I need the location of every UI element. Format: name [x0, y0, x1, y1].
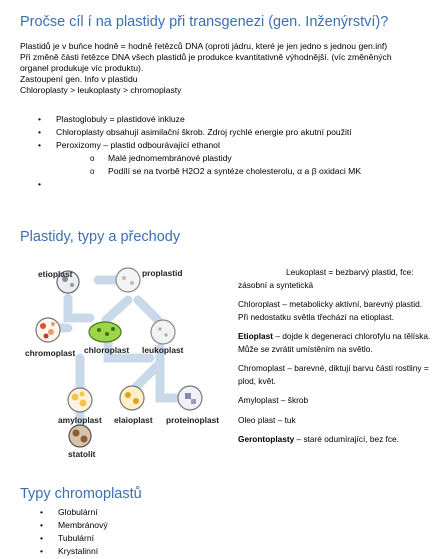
label-statolit: statolit: [68, 449, 96, 459]
label-amyloplast: amyloplast: [58, 415, 102, 425]
plastid-diagram-graphic: [20, 258, 230, 473]
amyloplast-organelle: [68, 388, 92, 412]
list-item: • Krystalinní: [40, 546, 99, 556]
desc-chloroplast: Chloroplast – metabolicky aktivní, barevný plastid. Při nedostatku světla třechází na etioplast.: [238, 299, 423, 322]
desc-oleoplast: Oleo plast – tuk: [238, 414, 296, 425]
bullet-list-chromoplast-types: [40, 506, 108, 558]
label-leukoplast: leukoplast: [142, 345, 184, 355]
list-item-empty: •: [38, 179, 42, 189]
heading-chromoplast-types: Typy chromoplastů: [20, 486, 142, 502]
label-elaioplast: elaioplast: [114, 415, 153, 425]
intro-line: Zastoupení gen. Info v plastidu: [20, 74, 138, 84]
leukoplast-organelle: [151, 320, 175, 344]
statolit-organelle: [69, 425, 91, 447]
label-etioplast: etioplast: [38, 269, 73, 279]
heading-transgenesis: Pročse cíl í na plastidy při transgenezi (gen. Inženýrství)?: [20, 14, 389, 30]
heading-plastid-types: Plastidy, typy a přechody: [20, 229, 181, 245]
sub-list-item: o Podílí se na tvorbě H2O2 a syntéze cholesterolu, α a β oxidaci MK: [90, 166, 362, 176]
desc-amyloplast: Amyloplast – škrob: [238, 395, 309, 405]
label-proplastid: proplastid: [142, 268, 183, 278]
label-chloroplast: chloroplast: [84, 345, 130, 355]
list-item: • Plastoglobuly = plastidové inkluze: [38, 114, 185, 124]
proteinoplast-organelle: [178, 386, 202, 410]
list-item: • Chloroplasty obsahují asimilační škrob. Zdroj rychlé energie pro akutní použití: [38, 127, 352, 137]
list-item: • Globulární: [40, 507, 98, 517]
intro-line: Při změně části řetězce DNA všech plastidů je produkce kvantitativně výhodnější. (víc změněných: [20, 52, 392, 62]
intro-line: Chloroplasty > leukoplasty > chromoplasty: [20, 85, 182, 95]
desc-etioplast: Etioplast – dojde k degeneraci chlorofylu na tělíska. Může se zvrátit umístěním na světlo.: [238, 331, 431, 354]
desc-gerontoplasty: Gerontoplasty – staré odumírající, bez fce.: [238, 434, 399, 444]
chromoplast-organelle: [36, 318, 60, 342]
label-proteinoplast: proteinoplast: [166, 415, 220, 425]
bullet-list-facts: [38, 113, 362, 191]
plastid-diagram: [20, 258, 230, 473]
intro-line: organel produkuje víc produktu).: [20, 63, 144, 73]
list-item: • Membránový: [40, 520, 108, 530]
desc-leukoplast: Leukoplast = bezbarvý plastid, fce: zásobní a syntetická: [238, 267, 414, 290]
plastid-descriptions: [238, 266, 434, 453]
intro-paragraph: [20, 41, 392, 96]
chloroplast-organelle: [89, 322, 121, 342]
sub-list-item: o Malé jednomembránové plastidy: [90, 153, 232, 163]
intro-line: Plastidů je v buňce hodně = hodně řetězců DNA (oproti jádru, které je jen jedno s jednou gen.inf): [20, 41, 388, 51]
label-chromoplast: chromoplast: [25, 348, 76, 358]
desc-chromoplast: Chromoplast – barevné, diktují barvu části rostliny = plod, květ.: [238, 363, 429, 386]
list-item: • Tubulární: [40, 533, 94, 543]
list-item: • Peroxizomy – plastid odbourávající ethanol: [38, 140, 220, 150]
proplastid-organelle: [116, 268, 140, 292]
elaioplast-organelle: [120, 386, 144, 410]
